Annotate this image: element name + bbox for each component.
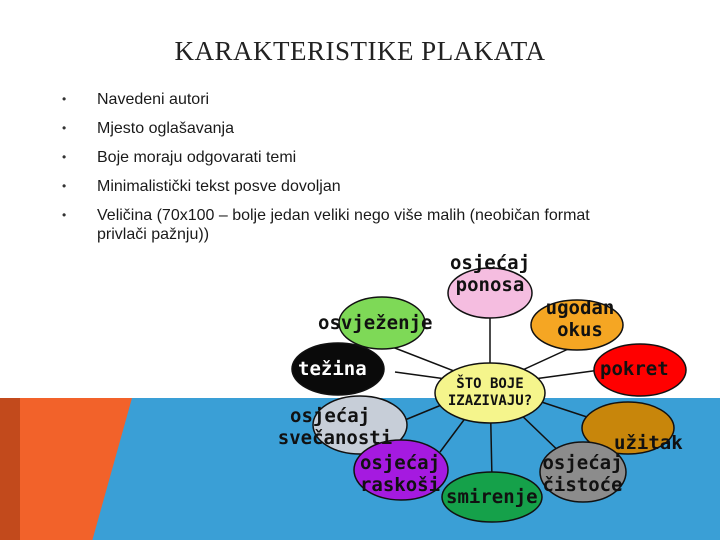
bullet-text: Boje moraju odgovarati temi [97, 149, 297, 166]
bullet-icon: • [62, 150, 67, 164]
label-svecanost [270, 405, 400, 449]
label-line: osjećaj [449, 252, 531, 274]
label-tezina: težina [298, 358, 367, 380]
label-uzitak: užitak [614, 432, 683, 454]
slide-title: KARAKTERISTIKE PLAKATA [174, 36, 546, 66]
label-line: svečanosti [277, 427, 393, 449]
label-line: čistoće [542, 474, 623, 496]
label-osjecaj-ponosa [440, 252, 540, 296]
label-line: okus [557, 319, 603, 341]
label-line: osjećaj [542, 452, 623, 474]
bullet-icon: • [62, 208, 67, 222]
label-line: osjećaj [359, 452, 441, 474]
bullet-text: Mjesto oglašavanja [97, 120, 234, 137]
label-line: osjećaj [290, 405, 371, 427]
label-line: ugodan [545, 297, 615, 319]
label-cistoca [535, 452, 630, 496]
label-pokret: pokret [600, 358, 669, 380]
bullet-icon: • [62, 92, 67, 106]
label-line: ponosa [455, 274, 525, 296]
bullet-icon: • [62, 179, 67, 193]
center-question [435, 376, 545, 410]
bullet-text: Navedeni autori [97, 91, 210, 108]
center-line-1: ŠTO BOJE [456, 376, 524, 392]
bullet-text: Veličina (70x100 – bolje jedan veliki nego više malih (neobičan format privlači pažnju)) [97, 207, 590, 243]
label-osvjezenje: osvježenje [318, 312, 433, 334]
label-ugodan-okus [530, 297, 630, 341]
label-line: raskoši [359, 474, 441, 496]
label-smirenje: smirenje [446, 486, 538, 508]
bullet-text: Minimalistički tekst posve dovoljan [97, 178, 341, 195]
label-raskos [350, 452, 450, 496]
center-line-2: IZAZIVAJU? [447, 393, 533, 409]
bullet-icon: • [62, 121, 67, 135]
